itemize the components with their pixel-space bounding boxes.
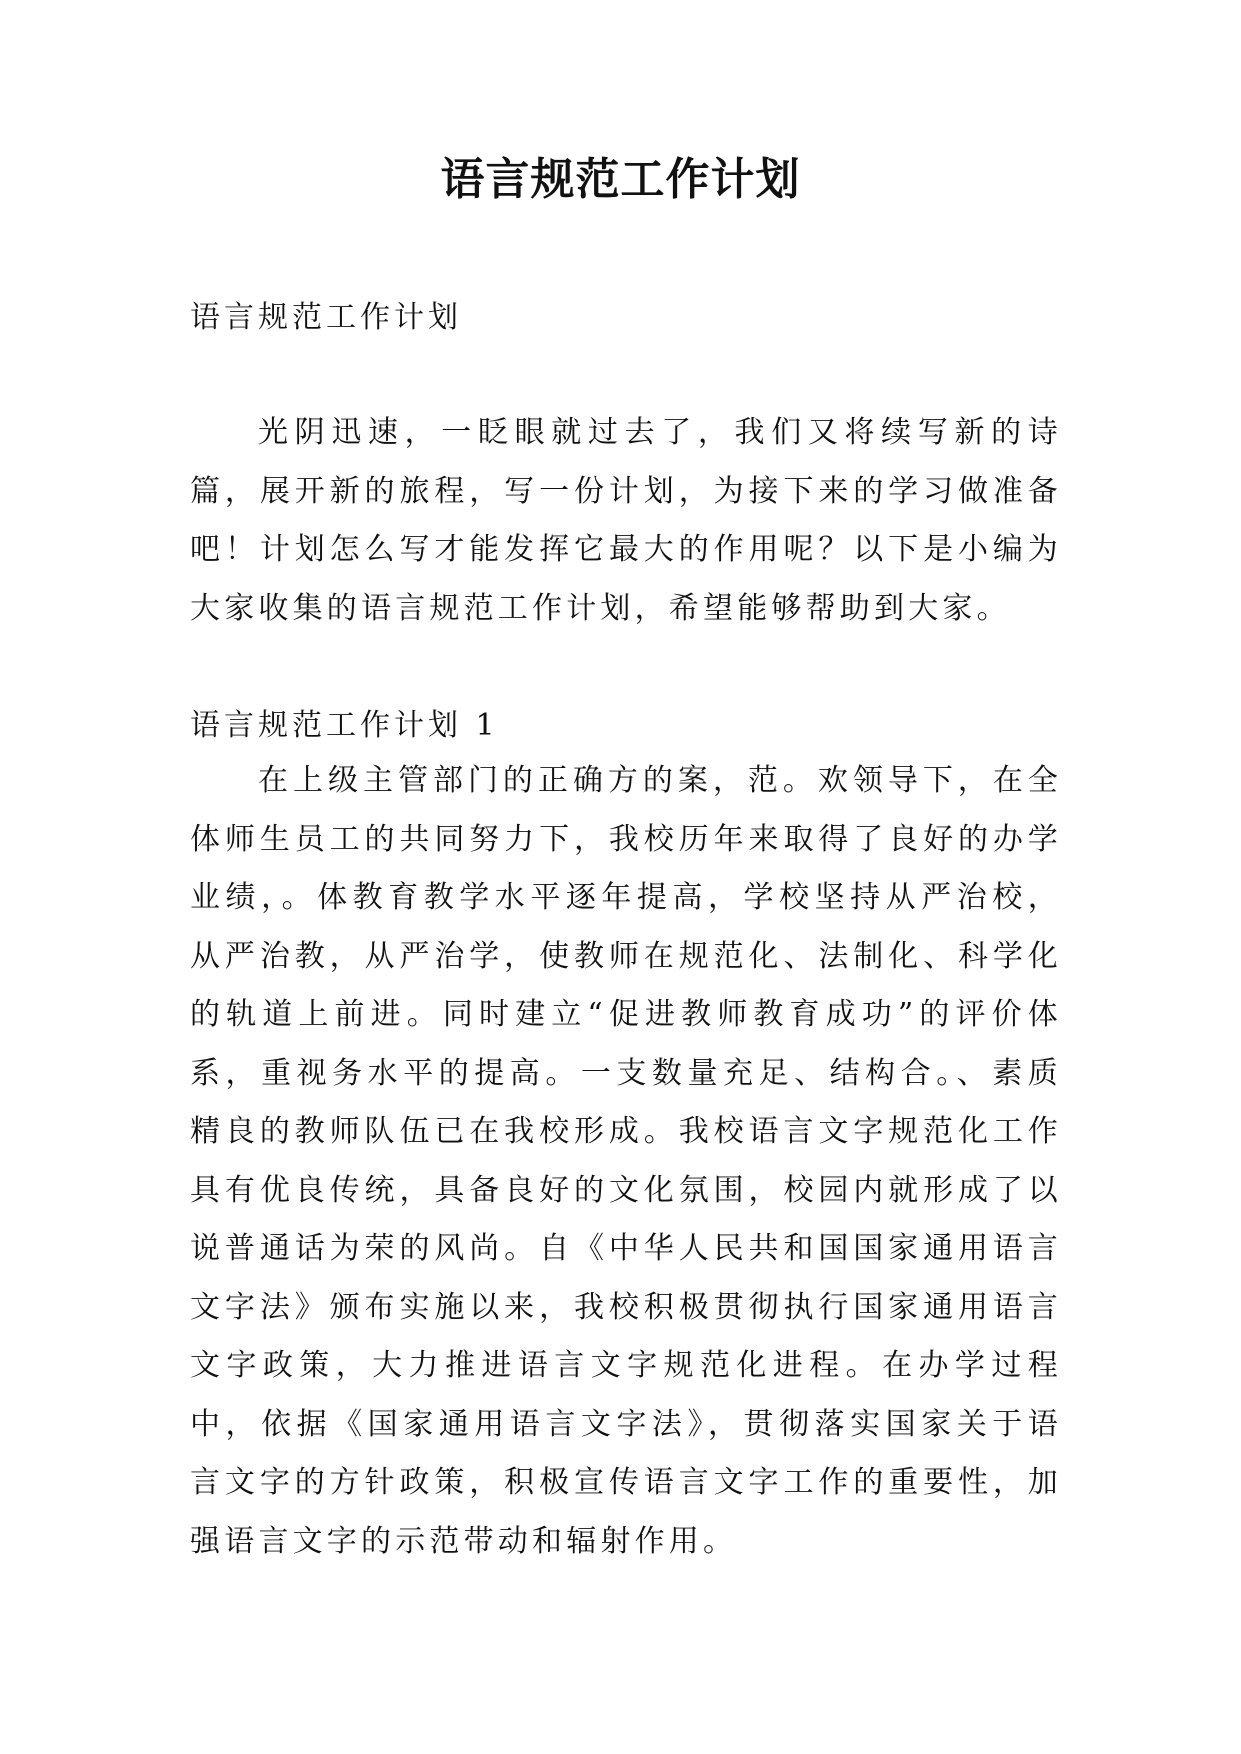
intro-paragraph: 光阴迅速，一眨眼就过去了，我们又将续写新的诗篇，展开新的旅程，写一份计划，为接下来的学习做准备吧！计划怎么写才能发挥它最大的作用呢？以下是小编为大家收集的语言规范工作计划，希望能够帮助到大家。	[190, 415, 1062, 626]
document-subtitle: 语言规范工作计划	[190, 300, 462, 335]
section-1-body: 在上级主管部门的正确方的案，范。欢领导下，在全体师生员工的共同努力下，我校历年来取得了良好的办学业绩，。体教育教学水平逐年提高，学校坚持从严治校，从严治教，从严治学，使教师在规范化、法制化、科学化的轨道上前进。同时建立“促进教师教育成功”的评价体系，重视务水平的提高。一支数量充足、结构合。、素质精良的教师队伍已在我校形成。我校语言文字规范化工作具有优良传统，具备良好的文化氛围，校园内就形成了以说普通话为荣的风尚。自《中华人民共和国国家通用语言文字法》颁布实施以来，我校积极贯彻执行国家通用语言文字政策，大力推进语言文字规范化进程。在办学过程中，依据《国家通用语言文字法》，贯彻落实国家关于语言文字的方针政策，积极宣传语言文字工作的重要性，加强语言文字的示范带动和辐射作用。	[190, 763, 1062, 1559]
document-title: 语言规范工作计划	[440, 154, 801, 205]
section-1-heading: 语言规范工作计划 1	[190, 708, 499, 743]
